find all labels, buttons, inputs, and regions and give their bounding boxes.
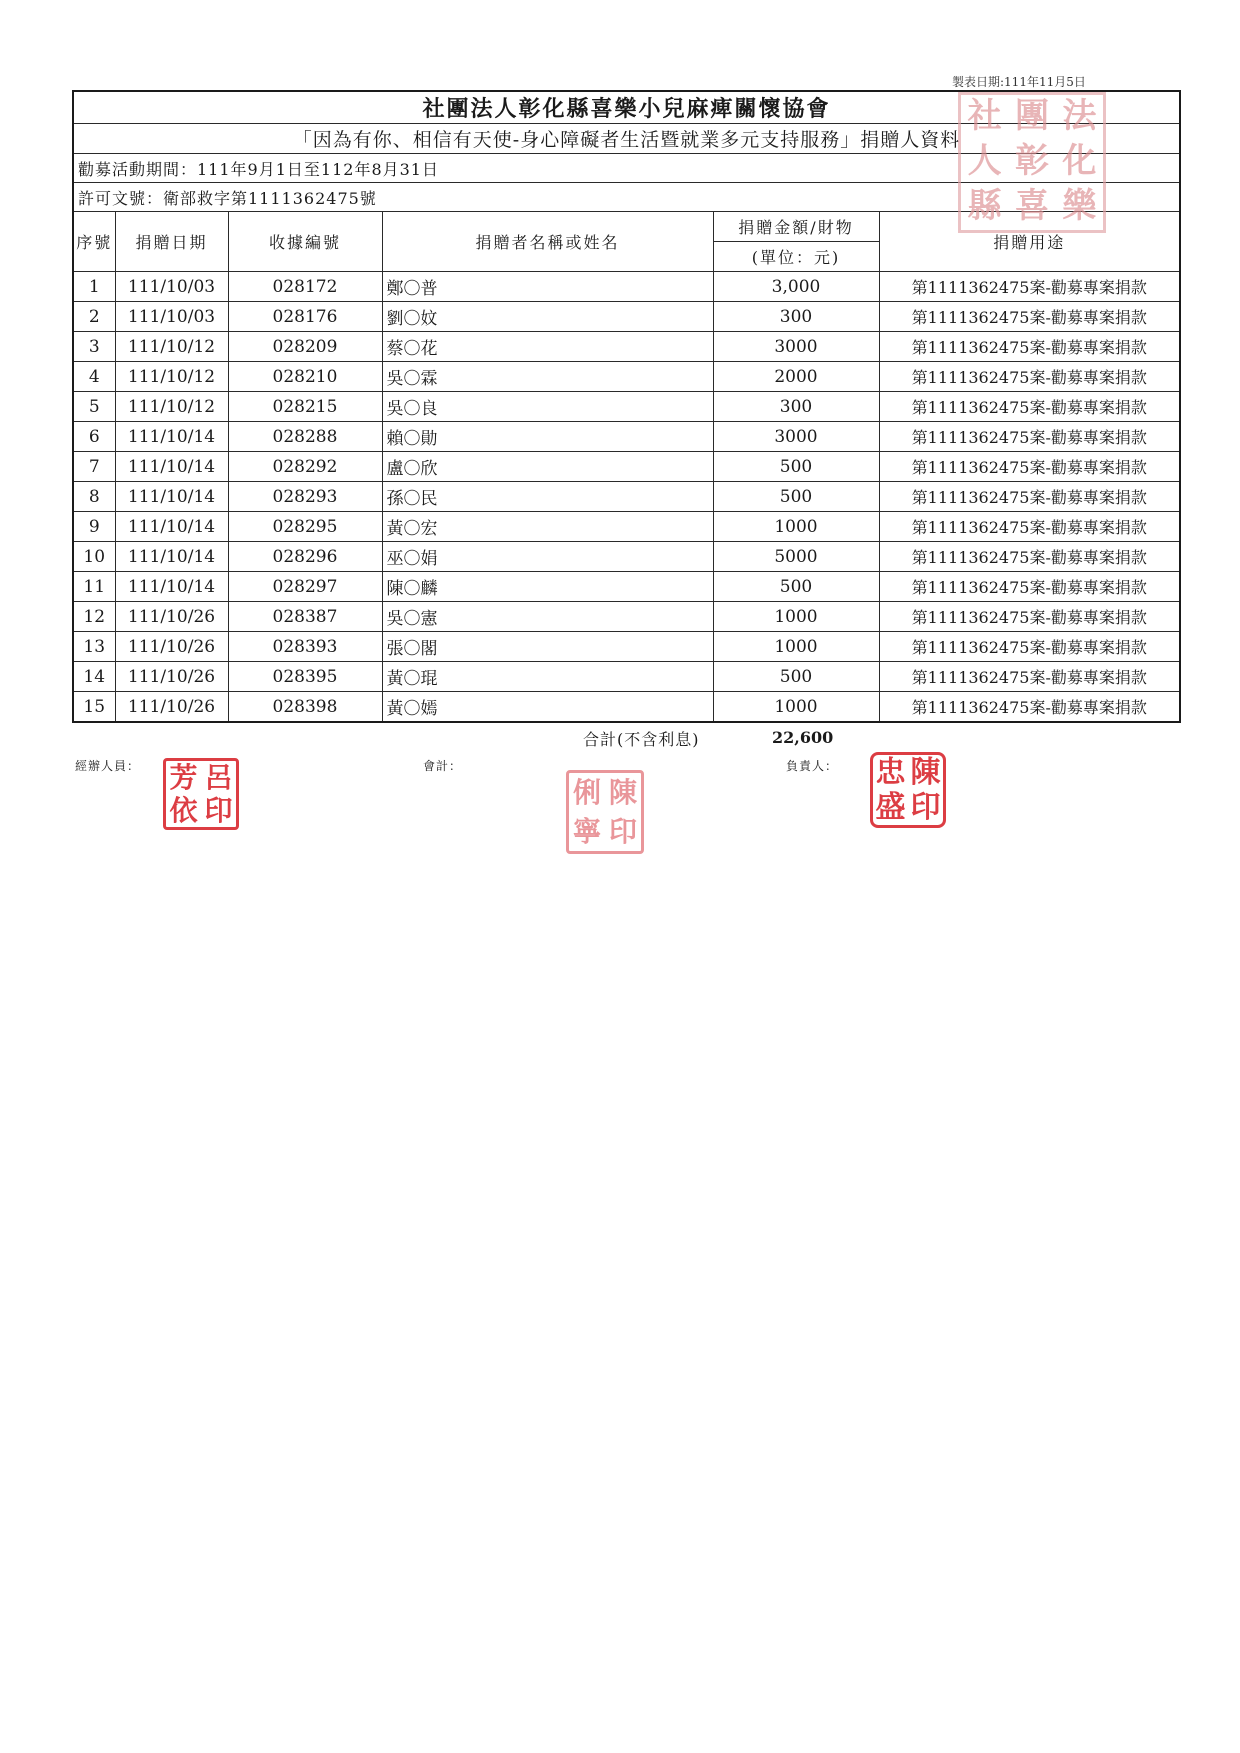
- handler-seal-char: 依: [169, 793, 198, 827]
- table-row: [73, 362, 1180, 392]
- total-label: 合計(不含利息): [583, 730, 700, 749]
- header-amount: 捐贈金額/財物: [713, 212, 879, 242]
- cell-donor: 張〇閣: [382, 632, 713, 662]
- org-seal-char: 喜: [1014, 186, 1049, 226]
- responsible-seal-char: 陳: [910, 754, 941, 790]
- org-seal-char: 社: [967, 96, 1002, 136]
- cell-receipt: 028293: [228, 482, 382, 512]
- responsible-seal-char: 印: [910, 789, 941, 825]
- cell-purpose: 第1111362475案-勸募專案捐款: [879, 572, 1180, 602]
- header-donor: 捐贈者名稱或姓名: [382, 212, 713, 272]
- cell-receipt: 028288: [228, 422, 382, 452]
- header-unit: (單位：元): [713, 242, 879, 272]
- cell-purpose: 第1111362475案-勸募專案捐款: [879, 362, 1180, 392]
- cell-purpose: 第1111362475案-勸募專案捐款: [879, 332, 1180, 362]
- cell-receipt: 028292: [228, 452, 382, 482]
- org-seal-char: 化: [1062, 141, 1097, 181]
- cell-seq: 9: [73, 512, 115, 542]
- org-seal-char: 團: [1014, 96, 1049, 136]
- handler-seal-char: 芳: [169, 760, 198, 794]
- cell-amount: 300: [713, 392, 879, 422]
- table-row: [73, 572, 1180, 602]
- cell-date: 111/10/26: [115, 662, 228, 692]
- cell-receipt: 028398: [228, 692, 382, 723]
- cell-receipt: 028395: [228, 662, 382, 692]
- cell-seq: 4: [73, 362, 115, 392]
- table-row: [73, 512, 1180, 542]
- cell-receipt: 028296: [228, 542, 382, 572]
- cell-donor: 盧〇欣: [382, 452, 713, 482]
- cell-seq: 8: [73, 482, 115, 512]
- cell-purpose: 第1111362475案-勸募專案捐款: [879, 482, 1180, 512]
- cell-receipt: 028172: [228, 272, 382, 302]
- cell-purpose: 第1111362475案-勸募專案捐款: [879, 512, 1180, 542]
- cell-amount: 1000: [713, 602, 879, 632]
- cell-seq: 5: [73, 392, 115, 422]
- cell-donor: 陳〇麟: [382, 572, 713, 602]
- responsible-seal-char: 盛: [875, 789, 906, 825]
- cell-purpose: 第1111362475案-勸募專案捐款: [879, 632, 1180, 662]
- cell-purpose: 第1111362475案-勸募專案捐款: [879, 272, 1180, 302]
- cell-amount: 2000: [713, 362, 879, 392]
- cell-date: 111/10/14: [115, 482, 228, 512]
- cell-receipt: 028297: [228, 572, 382, 602]
- cell-date: 111/10/14: [115, 572, 228, 602]
- cell-receipt: 028387: [228, 602, 382, 632]
- cell-date: 111/10/14: [115, 512, 228, 542]
- cell-purpose: 第1111362475案-勸募專案捐款: [879, 302, 1180, 332]
- table-row: [73, 332, 1180, 362]
- accountant-seal-char: 印: [608, 814, 637, 848]
- table-row: [73, 602, 1180, 632]
- cell-seq: 3: [73, 332, 115, 362]
- cell-amount: 1000: [713, 632, 879, 662]
- responsible-label: 負責人：: [786, 759, 839, 773]
- campaign-period: 勸募活動期間：111年9月1日至112年8月31日: [73, 154, 1180, 183]
- cell-seq: 6: [73, 422, 115, 452]
- org-seal-char: 縣: [967, 186, 1002, 226]
- org-name: 社團法人彰化縣喜樂小兒麻痺關懷協會: [73, 91, 1180, 124]
- org-seal-char: 彰: [1014, 141, 1049, 181]
- org-seal-char: 人: [967, 141, 1002, 181]
- cell-donor: 黃〇嫣: [382, 692, 713, 723]
- permit-number: 許可文號：衛部救字第1111362475號: [73, 183, 1180, 212]
- accountant-seal-char: 俐: [572, 775, 601, 809]
- cell-donor: 黃〇琨: [382, 662, 713, 692]
- cell-seq: 11: [73, 572, 115, 602]
- cell-date: 111/10/03: [115, 302, 228, 332]
- cell-date: 111/10/14: [115, 452, 228, 482]
- handler-seal-char: 呂: [204, 760, 233, 794]
- cell-donor: 鄭〇普: [382, 272, 713, 302]
- cell-donor: 孫〇民: [382, 482, 713, 512]
- accountant-seal-stamp: [566, 770, 644, 854]
- cell-amount: 300: [713, 302, 879, 332]
- handler-seal-stamp: [163, 758, 239, 830]
- make-date: 製表日期:111年11月5日: [952, 75, 1086, 89]
- cell-date: 111/10/14: [115, 422, 228, 452]
- cell-amount: 3000: [713, 422, 879, 452]
- cell-receipt: 028393: [228, 632, 382, 662]
- table-row: [73, 662, 1180, 692]
- cell-seq: 2: [73, 302, 115, 332]
- cell-date: 111/10/26: [115, 602, 228, 632]
- cell-donor: 巫〇娟: [382, 542, 713, 572]
- cell-donor: 黃〇宏: [382, 512, 713, 542]
- table-row: [73, 632, 1180, 662]
- accountant-seal-char: 陳: [608, 775, 637, 809]
- org-seal-char: 樂: [1062, 186, 1097, 226]
- cell-donor: 蔡〇花: [382, 332, 713, 362]
- cell-amount: 5000: [713, 542, 879, 572]
- cell-purpose: 第1111362475案-勸募專案捐款: [879, 452, 1180, 482]
- cell-seq: 14: [73, 662, 115, 692]
- cell-amount: 3000: [713, 332, 879, 362]
- accountant-seal-char: 寧: [572, 814, 601, 848]
- table-row: [73, 482, 1180, 512]
- cell-date: 111/10/12: [115, 392, 228, 422]
- cell-receipt: 028176: [228, 302, 382, 332]
- cell-amount: 500: [713, 452, 879, 482]
- cell-date: 111/10/14: [115, 542, 228, 572]
- table-row: [73, 692, 1180, 723]
- table-row: [73, 452, 1180, 482]
- responsible-seal-char: 忠: [875, 754, 906, 790]
- cell-date: 111/10/03: [115, 272, 228, 302]
- cell-seq: 12: [73, 602, 115, 632]
- cell-receipt: 028210: [228, 362, 382, 392]
- cell-donor: 吳〇憲: [382, 602, 713, 632]
- handler-label: 經辦人員：: [75, 759, 141, 773]
- cell-seq: 1: [73, 272, 115, 302]
- table-row: [73, 302, 1180, 332]
- header-purpose: 捐贈用途: [879, 212, 1180, 272]
- cell-seq: 10: [73, 542, 115, 572]
- handler-seal-char: 印: [204, 793, 233, 827]
- cell-amount: 3,000: [713, 272, 879, 302]
- cell-purpose: 第1111362475案-勸募專案捐款: [879, 602, 1180, 632]
- cell-purpose: 第1111362475案-勸募專案捐款: [879, 542, 1180, 572]
- header-date: 捐贈日期: [115, 212, 228, 272]
- cell-date: 111/10/12: [115, 362, 228, 392]
- responsible-seal-stamp: [870, 752, 946, 828]
- cell-receipt: 028295: [228, 512, 382, 542]
- table-row: [73, 542, 1180, 572]
- cell-amount: 500: [713, 482, 879, 512]
- org-seal-stamp: [958, 92, 1106, 233]
- cell-donor: 劉〇妏: [382, 302, 713, 332]
- table-row: [73, 422, 1180, 452]
- cell-date: 111/10/26: [115, 692, 228, 723]
- cell-receipt: 028215: [228, 392, 382, 422]
- cell-donor: 賴〇勛: [382, 422, 713, 452]
- cell-purpose: 第1111362475案-勸募專案捐款: [879, 662, 1180, 692]
- cell-amount: 1000: [713, 692, 879, 723]
- cell-donor: 吳〇霖: [382, 362, 713, 392]
- header-receipt: 收據編號: [228, 212, 382, 272]
- cell-donor: 吳〇良: [382, 392, 713, 422]
- cell-receipt: 028209: [228, 332, 382, 362]
- table-row: [73, 272, 1180, 302]
- cell-purpose: 第1111362475案-勸募專案捐款: [879, 422, 1180, 452]
- cell-seq: 7: [73, 452, 115, 482]
- cell-purpose: 第1111362475案-勸募專案捐款: [879, 392, 1180, 422]
- cell-amount: 500: [713, 662, 879, 692]
- project-title: 「因為有你、相信有天使-身心障礙者生活暨就業多元支持服務」捐贈人資料: [73, 124, 1180, 154]
- cell-purpose: 第1111362475案-勸募專案捐款: [879, 692, 1180, 723]
- cell-amount: 1000: [713, 512, 879, 542]
- table-row: [73, 392, 1180, 422]
- cell-date: 111/10/12: [115, 332, 228, 362]
- org-seal-char: 法: [1062, 96, 1097, 136]
- header-seq: 序號: [73, 212, 115, 272]
- cell-seq: 15: [73, 692, 115, 723]
- cell-amount: 500: [713, 572, 879, 602]
- cell-date: 111/10/26: [115, 632, 228, 662]
- accountant-label: 會計：: [423, 759, 463, 773]
- cell-seq: 13: [73, 632, 115, 662]
- total-value: 22,600: [772, 728, 834, 747]
